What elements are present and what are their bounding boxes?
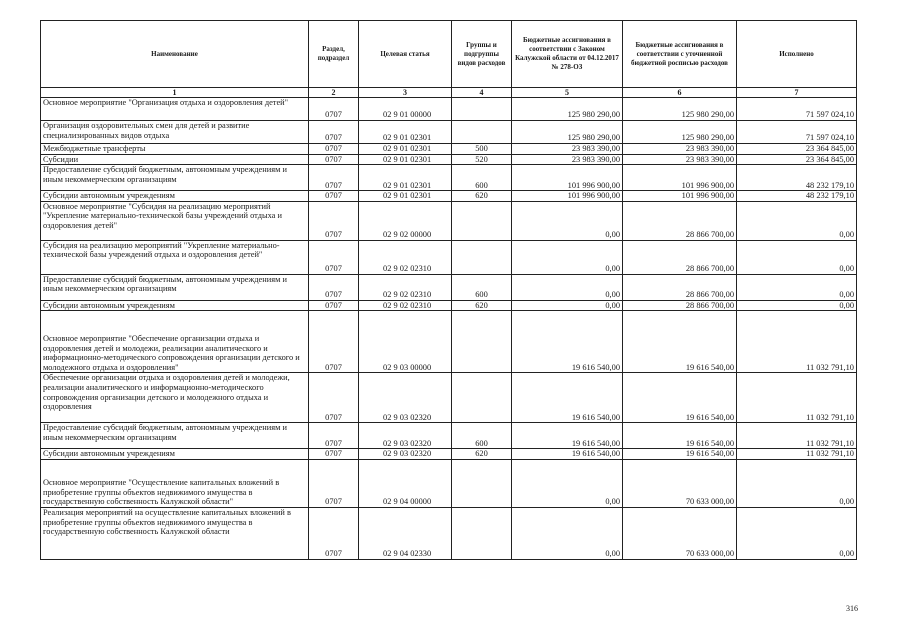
row-name: Субсидии автономным учреждениям: [41, 300, 309, 311]
row-group: [452, 121, 512, 144]
row-name: Основное мероприятие "Осуществление капитальных вложений в приобретение группы объектов недвижимого имущества в государственную собственность Калужской области": [41, 459, 309, 507]
row-name: Субсидии автономным учреждениям: [41, 191, 309, 202]
row-group: [452, 98, 512, 121]
table-row: [41, 449, 857, 460]
row-section: 0707: [309, 274, 359, 300]
row-executed: 71 597 024,10: [737, 121, 857, 144]
budget-table-sheet: [40, 20, 856, 560]
row-law: 125 980 290,00: [512, 98, 623, 121]
row-revised: 23 983 390,00: [623, 144, 737, 155]
column-number-row: [41, 88, 857, 98]
table-row: [41, 201, 857, 240]
row-executed: 23 364 845,00: [737, 144, 857, 155]
row-group: 620: [452, 300, 512, 311]
row-target: 02 9 01 02301: [359, 191, 452, 202]
row-group: 620: [452, 191, 512, 202]
table-header-row: [41, 21, 857, 88]
row-name: Предоставление субсидий бюджетным, автономным учреждениям и иным некоммерческим организациям: [41, 274, 309, 300]
row-section: 0707: [309, 240, 359, 274]
row-section: 0707: [309, 144, 359, 155]
row-group: 600: [452, 274, 512, 300]
row-group: 500: [452, 144, 512, 155]
row-executed: 0,00: [737, 459, 857, 507]
row-revised: 19 616 540,00: [623, 311, 737, 373]
row-name: Предоставление субсидий бюджетным, автономным учреждениям и иным некоммерческим организациям: [41, 423, 309, 449]
row-law: 19 616 540,00: [512, 449, 623, 460]
header-section: Раздел, подраздел: [309, 21, 359, 88]
row-group: 520: [452, 154, 512, 165]
row-section: 0707: [309, 300, 359, 311]
row-target: 02 9 04 00000: [359, 459, 452, 507]
row-group: [452, 373, 512, 423]
row-section: 0707: [309, 423, 359, 449]
row-target: 02 9 04 02330: [359, 507, 452, 559]
row-group: [452, 240, 512, 274]
row-section: 0707: [309, 201, 359, 240]
row-law: 19 616 540,00: [512, 311, 623, 373]
row-law: 0,00: [512, 201, 623, 240]
row-revised: 125 980 290,00: [623, 98, 737, 121]
row-revised: 101 996 900,00: [623, 165, 737, 191]
header-revised: Бюджетные ассигнования в соответствии с уточненной бюджетной росписью расходов: [623, 21, 737, 88]
table-row: [41, 274, 857, 300]
row-target: 02 9 01 02301: [359, 154, 452, 165]
row-group: [452, 311, 512, 373]
page-number: 316: [846, 604, 858, 613]
row-target: 02 9 03 02320: [359, 449, 452, 460]
row-executed: 11 032 791,10: [737, 311, 857, 373]
row-revised: 125 980 290,00: [623, 121, 737, 144]
row-group: 620: [452, 449, 512, 460]
table-row: [41, 507, 857, 559]
row-revised: 28 866 700,00: [623, 240, 737, 274]
row-law: 0,00: [512, 459, 623, 507]
column-number: 7: [737, 88, 857, 98]
header-law: Бюджетные ассигнования в соответствии с Законом Калужской области от 04.12.2017 № 278-ОЗ: [512, 21, 623, 88]
row-target: 02 9 01 02301: [359, 121, 452, 144]
row-section: 0707: [309, 311, 359, 373]
table-row: [41, 154, 857, 165]
table-row: [41, 373, 857, 423]
header-target: Целевая статья: [359, 21, 452, 88]
row-law: 23 983 390,00: [512, 144, 623, 155]
table-row: [41, 300, 857, 311]
row-section: 0707: [309, 507, 359, 559]
row-law: 125 980 290,00: [512, 121, 623, 144]
row-revised: 70 633 000,00: [623, 459, 737, 507]
row-law: 101 996 900,00: [512, 191, 623, 202]
row-revised: 70 633 000,00: [623, 507, 737, 559]
row-law: 19 616 540,00: [512, 423, 623, 449]
row-executed: 23 364 845,00: [737, 154, 857, 165]
row-revised: 28 866 700,00: [623, 201, 737, 240]
row-revised: 28 866 700,00: [623, 274, 737, 300]
row-name: Обеспечение организации отдыха и оздоровления детей и молодежи, реализации аналитического и информационно-методического сопровождения организации детского и молодежного отдыха и оздоровления: [41, 373, 309, 423]
row-target: 02 9 01 02301: [359, 165, 452, 191]
row-name: Основное мероприятие "Организация отдыха и оздоровления детей": [41, 98, 309, 121]
table-row: [41, 144, 857, 155]
budget-table: [40, 20, 857, 560]
row-executed: 0,00: [737, 274, 857, 300]
row-executed: 0,00: [737, 240, 857, 274]
header-executed: Исполнено: [737, 21, 857, 88]
row-law: 0,00: [512, 507, 623, 559]
row-name: Субсидии: [41, 154, 309, 165]
column-number: 6: [623, 88, 737, 98]
header-name: Наименование: [41, 21, 309, 88]
row-section: 0707: [309, 191, 359, 202]
row-group: [452, 507, 512, 559]
row-group: 600: [452, 165, 512, 191]
row-revised: 19 616 540,00: [623, 449, 737, 460]
row-name: Субсидия на реализацию мероприятий "Укрепление материально-технической базы учреждений отдыха и оздоровления детей": [41, 240, 309, 274]
row-law: 101 996 900,00: [512, 165, 623, 191]
row-revised: 19 616 540,00: [623, 373, 737, 423]
row-group: [452, 201, 512, 240]
row-name: Основное мероприятие "Обеспечение организации отдыха и оздоровления детей и молодежи, реализации аналитического и информационно-методического сопровождения организации детского и молодежного отдыха и оздоровления": [41, 311, 309, 373]
row-law: 0,00: [512, 274, 623, 300]
row-name: Основное мероприятие "Субсидия на реализацию мероприятий "Укрепление материально-технической базы учреждений отдыха и оздоровления детей": [41, 201, 309, 240]
row-target: 02 9 02 00000: [359, 201, 452, 240]
row-executed: 48 232 179,10: [737, 191, 857, 202]
row-target: 02 9 02 02310: [359, 240, 452, 274]
row-executed: 48 232 179,10: [737, 165, 857, 191]
row-executed: 11 032 791,10: [737, 449, 857, 460]
row-name: Реализация мероприятий на осуществление капитальных вложений в приобретение группы объектов недвижимого имущества в государственную собственность Калужской области: [41, 507, 309, 559]
row-target: 02 9 01 02301: [359, 144, 452, 155]
row-revised: 28 866 700,00: [623, 300, 737, 311]
row-target: 02 9 03 02320: [359, 373, 452, 423]
row-executed: 71 597 024,10: [737, 98, 857, 121]
row-target: 02 9 02 02310: [359, 300, 452, 311]
row-section: 0707: [309, 154, 359, 165]
row-name: Межбюджетные трансферты: [41, 144, 309, 155]
row-target: 02 9 03 00000: [359, 311, 452, 373]
table-row: [41, 191, 857, 202]
row-law: 23 983 390,00: [512, 154, 623, 165]
row-executed: 0,00: [737, 300, 857, 311]
row-section: 0707: [309, 449, 359, 460]
row-section: 0707: [309, 121, 359, 144]
row-executed: 0,00: [737, 201, 857, 240]
row-law: 0,00: [512, 300, 623, 311]
row-name: Организация оздоровительных смен для детей и развитие специализированных видов отдыха: [41, 121, 309, 144]
row-law: 0,00: [512, 240, 623, 274]
column-number: 3: [359, 88, 452, 98]
row-group: [452, 459, 512, 507]
column-number: 4: [452, 88, 512, 98]
row-section: 0707: [309, 459, 359, 507]
column-number: 5: [512, 88, 623, 98]
row-target: 02 9 01 00000: [359, 98, 452, 121]
row-law: 19 616 540,00: [512, 373, 623, 423]
row-group: 600: [452, 423, 512, 449]
row-name: Предоставление субсидий бюджетным, автономным учреждениям и иным некоммерческим организациям: [41, 165, 309, 191]
row-revised: 23 983 390,00: [623, 154, 737, 165]
table-row: [41, 311, 857, 373]
row-revised: 19 616 540,00: [623, 423, 737, 449]
table-row: [41, 121, 857, 144]
table-row: [41, 459, 857, 507]
row-section: 0707: [309, 165, 359, 191]
row-executed: 11 032 791,10: [737, 373, 857, 423]
table-row: [41, 423, 857, 449]
row-name: Субсидии автономным учреждениям: [41, 449, 309, 460]
table-row: [41, 240, 857, 274]
row-executed: 11 032 791,10: [737, 423, 857, 449]
column-number: 1: [41, 88, 309, 98]
table-row: [41, 98, 857, 121]
row-target: 02 9 03 02320: [359, 423, 452, 449]
row-revised: 101 996 900,00: [623, 191, 737, 202]
column-number: 2: [309, 88, 359, 98]
row-target: 02 9 02 02310: [359, 274, 452, 300]
row-section: 0707: [309, 373, 359, 423]
table-row: [41, 165, 857, 191]
row-executed: 0,00: [737, 507, 857, 559]
row-section: 0707: [309, 98, 359, 121]
header-groups: Группы и подгруппы видов расходов: [452, 21, 512, 88]
